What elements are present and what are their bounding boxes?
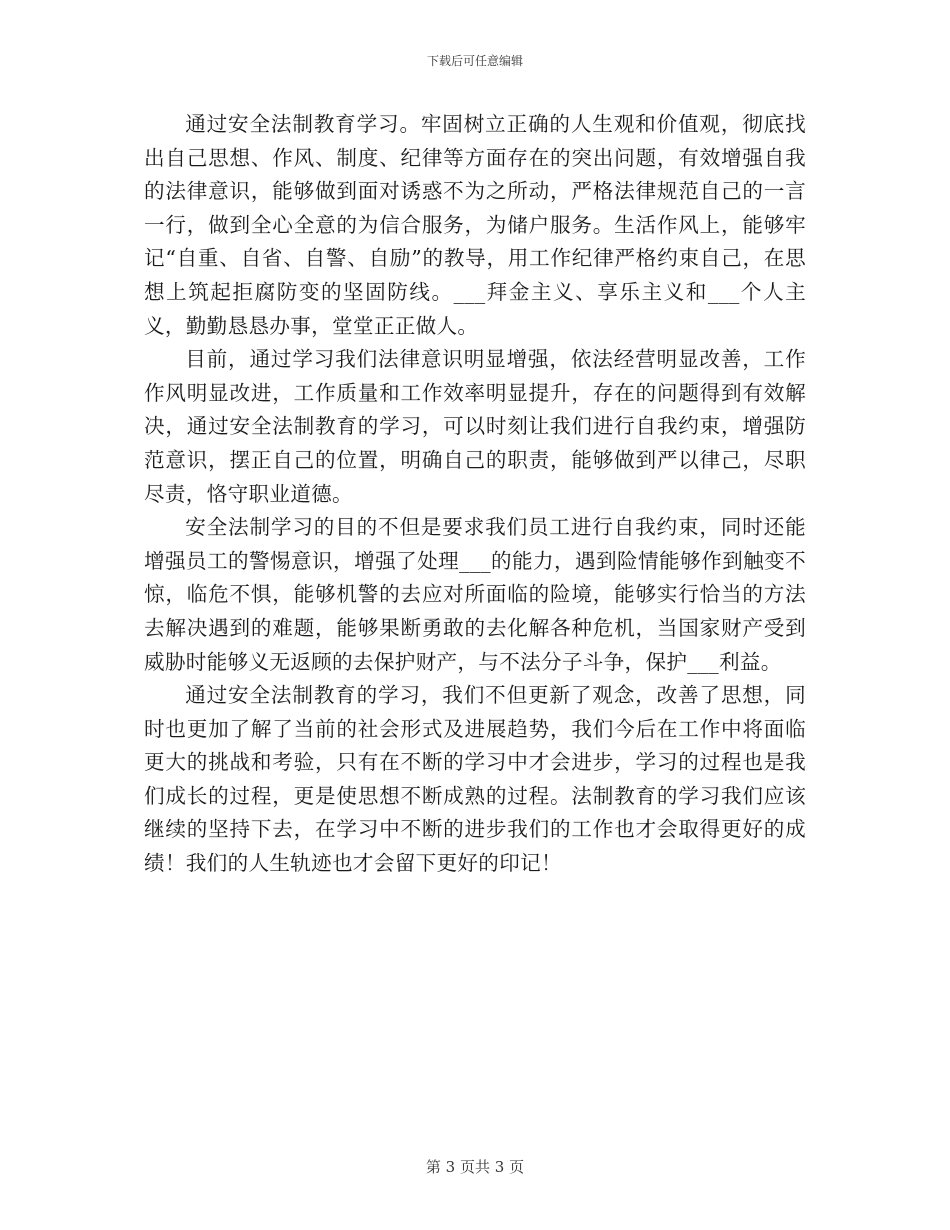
page-number-footer: 第 3 页共 3 页 (425, 1158, 525, 1176)
paragraph-1: 通过安全法制教育学习。牢固树立正确的人生观和价值观，彻底找出自己思想、作风、制度、纪律等方面存在的突出问题，有效增强自我的法律意识，能够做到面对诱惑不为之所动，严格法律规范自己的一言一行，做到全心全意的为信合服务，为储户服务。生活作风上，能够牢记“自重、自省、自警、自励”的教导，用工作纪律严格约束自己，在思想上筑起拒腐防变的坚固防线。___拜金主义、享乐主义和___个人主义，勤勤恳恳办事，堂堂正正做人。 (144, 112, 806, 338)
paragraph-3: 安全法制学习的目的不但是要求我们员工进行自我约束，同时还能增强员工的警惕意识，增强了处理___的能力，遇到险情能够作到触变不惊，临危不惧，能够机警的去应对所面临的险境，能够实行恰当的方法去解决遇到的难题，能够果断勇敢的去化解各种危机，当国家财产受到威胁时能够义无返顾的去保护财产，与不法分子斗争，保护___利益。 (144, 515, 806, 674)
page-header: 下载后可任意编辑 (426, 54, 523, 68)
paragraph-2: 目前，通过学习我们法律意识明显增强，依法经营明显改善，工作作风明显改进，工作质量和工作效率明显提升，存在的问题得到有效解决，通过安全法制教育的学习，可以时刻让我们进行自我约束，增强防范意识，摆正自己的位置，明确自己的职责，能够做到严以律己，尽职尽责，恪守职业道德。 (144, 347, 806, 506)
paragraph-4: 通过安全法制教育的学习，我们不但更新了观念，改善了思想，同时也更加了解了当前的社会形式及进展趋势，我们今后在工作中将面临更大的挑战和考验，只有在不断的学习中才会进步，学习的过程也是我们成长的过程，更是使思想不断成熟的过程。法制教育的学习我们应该继续的坚持下去，在学习中不断的进步我们的工作也才会取得更好的成绩！我们的人生轨迹也才会留下更好的印记！ (144, 683, 806, 876)
document-body (144, 108, 806, 881)
